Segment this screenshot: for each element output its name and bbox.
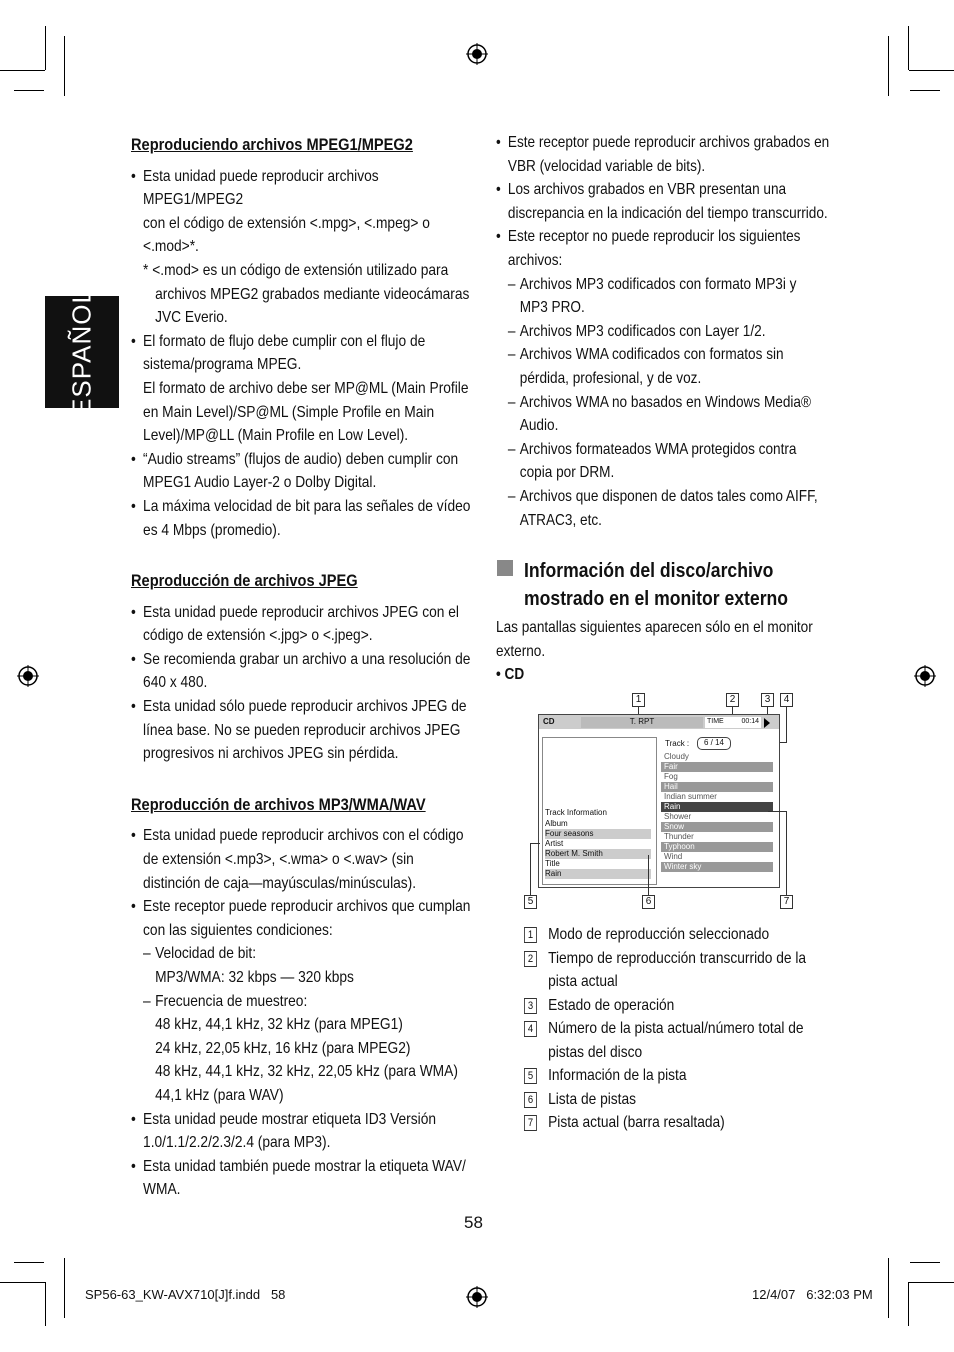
crop-mark	[45, 1282, 46, 1326]
crop-mark	[908, 26, 909, 70]
registration-mark-icon	[914, 665, 936, 687]
track-list-item: Fair	[661, 762, 773, 772]
list-item: • Esta unidad puede reproducir archivos con el código de extensión <.mp3>, <.wma> o <.wav> (sin distinción de caja—mayúsculas/minúsculas).	[131, 824, 475, 895]
crop-mark	[0, 70, 45, 71]
legend-item: 5 Información de la pista	[524, 1064, 808, 1088]
right-column	[496, 131, 836, 532]
section-heading-jpeg: Reproducción de archivos JPEG	[131, 571, 358, 591]
section-intro: Las pantallas siguientes aparecen sólo en el monitor externo. • CD	[496, 619, 813, 684]
language-tab-label: ESPAÑOL	[66, 288, 97, 416]
list-item: • Esta unidad sólo puede reproducir archivos JPEG de línea base. No se pueden reproducir archivos JPEG progresivos ni archivos JPEG sin pérdida.	[131, 695, 475, 766]
crop-mark	[908, 1282, 909, 1326]
play-mode: T. RPT	[581, 717, 703, 728]
track-list-item: Shower	[661, 812, 773, 822]
track-info-panel: Track Information Album Four seasons Artist Robert M. Smith Title Rain	[542, 737, 657, 885]
list-item: • Se recomienda grabar un archivo a una resolución de 640 x 480.	[131, 648, 475, 695]
legend-item: 6 Lista de pistas	[524, 1088, 808, 1112]
track-list-item-current: Rain	[661, 802, 773, 812]
list-item: • Los archivos grabados en VBR presentan una discrepancia en la indicación del tiempo transcurrido.	[496, 178, 836, 225]
crop-mark	[888, 36, 889, 96]
track-list-item: Winter sky	[661, 862, 773, 872]
track-list-item: Thunder	[661, 832, 773, 842]
track-counter: 6 / 14	[697, 737, 731, 750]
track-list-item: Hail	[661, 782, 773, 792]
crop-mark	[45, 26, 46, 70]
section-title: Información del disco/archivo mostrado en el monitor externo	[524, 560, 789, 610]
callout-2: 2	[726, 693, 739, 707]
callout-line	[530, 843, 540, 844]
list-item: • Esta unidad puede reproducir archivos MPEG1/MPEG2 con el código de extensión <.mpg>, <.mpeg> o <.mod>*. * <.mod> es un código de extensión utilizado para archivos MPEG2 grabados mediante videocámaras JVC Everio.	[131, 165, 475, 330]
list-item: • Este receptor no puede reproducir los siguientes archivos: – Archivos MP3 codificados con formato MP3i y MP3 PRO. – Archivos MP3 codificados con Layer 1/2. – Archivos WMA codificados con formatos sin pérdida, profesional, y de voz. – Archivos WMA no basados en Windows Media® Audio. – Archivos formateados WMA protegidos contra copia por DRM. – Archivos que disponen de datos tales como AIFF, ATRAC3, etc.	[496, 225, 836, 532]
list-item: • Este receptor puede reproducir archivos que cumplan con las siguientes condiciones: – Velocidad de bit: MP3/WMA: 32 kbps — 320 kbps – Frecuencia de muestreo: 48 kHz, 44,1 kHz, 32 kHz (para MPEG1) 24 kHz, 22,05 kHz, 16 kHz (para MPEG2) 48 kHz, 44,1 kHz, 32 kHz, 22,05 kHz (para WMA) 44,1 kHz (para WAV)	[131, 895, 475, 1107]
track-label: Track :	[665, 739, 690, 748]
callout-6: 6	[642, 895, 655, 909]
track-list	[661, 752, 773, 872]
left-column	[131, 133, 475, 1202]
section-heading-mp3: Reproducción de archivos MP3/WMA/WAV	[131, 794, 426, 814]
registration-mark-icon	[466, 43, 488, 65]
legend-item: 4 Número de la pista actual/número total de pistas del disco	[524, 1017, 808, 1064]
list-item: • Esta unidad puede reproducir archivos JPEG con el código de extensión <.jpg> o <.jpeg>.	[131, 601, 475, 648]
list-item: • “Audio streams” (flujos de audio) deben cumplir con MPEG1 Audio Layer-2 o Dolby Digital.	[131, 448, 475, 495]
callout-line	[786, 707, 787, 743]
legend-item: 7 Pista actual (barra resaltada)	[524, 1111, 808, 1135]
footer-timestamp: 12/4/07 6:32:03 PM	[752, 1287, 873, 1302]
crop-mark	[910, 90, 940, 91]
section-marker	[497, 560, 513, 576]
callout-line	[530, 843, 531, 895]
registration-mark-icon	[17, 665, 39, 687]
list-item: • Este receptor puede reproducir archivos grabados en VBR (velocidad variable de bits).	[496, 131, 836, 178]
time-box: TIME 00:14	[705, 717, 761, 728]
cd-label: CD	[504, 666, 525, 684]
crop-mark	[14, 1262, 44, 1263]
page-number: 58	[464, 1213, 483, 1232]
callout-line	[768, 811, 786, 812]
list-item: • Esta unidad también puede mostrar la etiqueta WAV/ WMA.	[131, 1155, 475, 1202]
play-status-icon	[764, 718, 770, 728]
footnote: * <.mod> es un código de extensión utilizado para archivos MPEG2 grabados mediante videocámaras JVC Everio.	[143, 261, 470, 327]
callout-3: 3	[761, 693, 774, 707]
crop-mark	[910, 1262, 940, 1263]
track-info-fields: Album Four seasons Artist Robert M. Smith Title Rain	[545, 819, 651, 879]
language-tab	[45, 288, 119, 416]
crop-mark	[909, 1282, 954, 1283]
section-heading-mpeg: Reproduciendo archivos MPEG1/MPEG2	[131, 135, 413, 154]
track-list-item: Fog	[661, 772, 773, 782]
legend-item: 3 Estado de operación	[524, 994, 808, 1018]
track-list-item: Wind	[661, 852, 773, 862]
registration-mark-icon	[466, 1286, 488, 1308]
track-list-item: Typhoon	[661, 842, 773, 852]
monitor-source: CD	[543, 717, 555, 726]
callout-legend	[524, 923, 808, 1135]
track-list-item: Indian summer	[661, 792, 773, 802]
callout-line	[786, 811, 787, 895]
legend-item: 1 Modo de reproducción seleccionado	[524, 923, 808, 947]
monitor-screen	[538, 714, 780, 888]
legend-item: 2 Tiempo de reproducción transcurrido de la pista actual	[524, 947, 808, 994]
track-list-item: Snow	[661, 822, 773, 832]
crop-mark	[14, 90, 44, 91]
crop-mark	[888, 1258, 889, 1318]
footer-filename: SP56-63_KW-AVX710[J]f.indd 58	[85, 1287, 286, 1302]
callout-5: 5	[524, 895, 537, 909]
elapsed-time: 00:14	[741, 718, 759, 725]
list-item: • La máxima velocidad de bit para las señales de vídeo es 4 Mbps (promedio).	[131, 495, 475, 542]
callout-7: 7	[780, 895, 793, 909]
callout-1: 1	[632, 693, 645, 707]
crop-mark	[909, 70, 954, 71]
crop-mark	[0, 1282, 45, 1283]
callout-line	[648, 855, 649, 895]
callout-4: 4	[780, 693, 793, 707]
crop-mark	[64, 36, 65, 96]
track-list-item: Cloudy	[661, 752, 773, 762]
list-item: • Esta unidad peude mostrar etiqueta ID3 Versión 1.0/1.1/2.2/2.3/2.4 (para MP3).	[131, 1108, 475, 1155]
list-item: • El formato de flujo debe cumplir con el flujo de sistema/programa MPEG. El formato de archivo debe ser MP@ML (Main Profile en Main Level)/SP@ML (Simple Profile en Main Level)/MP@LL (Main Profile en Low Level).	[131, 330, 475, 448]
crop-mark	[64, 1258, 65, 1318]
